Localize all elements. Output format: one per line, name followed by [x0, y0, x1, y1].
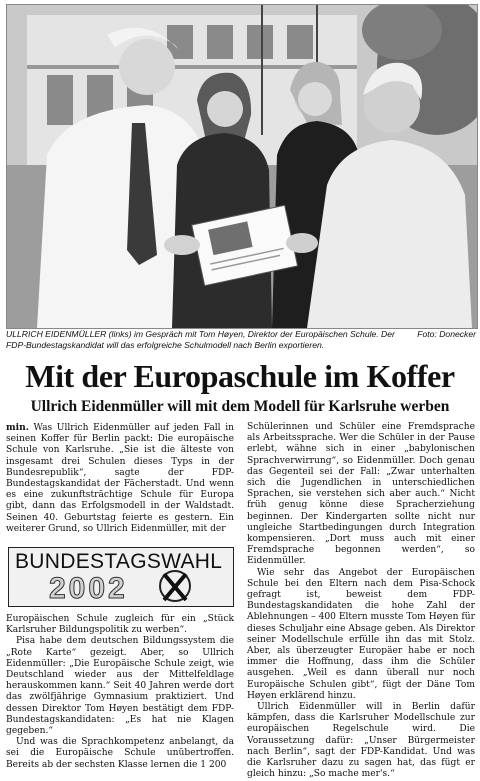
caption-text: ULLRICH EIDENMÜLLER (links) im Gespräch mit Tom Høyen, Direktor der Europäischen Schule. Der FDP-Bundestagskandidat will das erfolgreiche Schulmodell nach Berlin exportieren.: [6, 329, 395, 350]
headline: Mit der Europaschule im Koffer: [25, 358, 455, 394]
article-paragraph: Ullrich Eidenmüller will in Berlin dafür kämpfen, dass die Karlsruher Modellschule zur europäischen Regelschule wird. Die Voraussetzung dafür: „Unser Bürgermeister nach Berlin“, sagt der FDP-Kandidat. Und was die Karlsruher dazu zu sagen hat, das fügt er gleich hinzu: „So mache mer's.“: [247, 702, 475, 780]
article-paragraph: Schülerinnen und Schüler eine Fremdsprache als Arbeitssprache. Wer die Schüler in der Pause erlebt, wähne sich in einer „babylonischen Sprachverwirrung“, so Eidenmüller. Doch genau das Gegenteil sei der Fall: „Zwar unterhalten sich die Jugendlichen in unterschiedlichen Sprachen, sie verstehen sich aber auch.“ Nicht früh genug könne diese Spracherziehung beginnen. Der Kindergarten sollte nicht nur ungleiche Startbedingungen durch Integration kompensieren. „Dort muss auch mit einer Fremdsprache begonnen werden“, so Eidenmüller.: [247, 422, 475, 567]
election-box-title: BUNDESTAGSWAHL: [15, 550, 223, 573]
article-paragraph: [6, 422, 234, 535]
article-photo: [6, 4, 478, 329]
article-paragraph: Wie sehr das Angebot der Europäischen Schule bei den Eltern nach dem Pisa-Schock gefragt ist, beweist dem FDP-Bundestagskandidaten die hohe Zahl der Ablehnungen – 400 Eltern musste Tom Høyen für dieses Schuljahr eine Absage geben. Als Direktor seiner Modellschule erfülle ihn das mit Stolz. Aber, als überzeugter Europäer habe er noch immer die Hoffnung, dass ihm die Schüler ausgehen. „Weil es dann überall nur noch Europäische Schulen gibt“, fügt der Däne Tom Høyen erklärend hinzu.: [247, 567, 475, 701]
photo-credit: Foto: Donecker: [417, 329, 476, 339]
article-column-1-bottom: [6, 614, 234, 771]
election-box: [8, 547, 234, 607]
photo-caption: [6, 329, 476, 350]
author-tag: min.: [6, 422, 29, 433]
photo-illustration: [7, 5, 477, 328]
article-column-2: [247, 422, 475, 781]
election-box-year: 2002: [49, 572, 128, 605]
article-paragraph: Und was die Sprachkompetenz anbelangt, da sei die Europäische Schule unübertroffen. Bereits ab der sechsten Klasse lernen die 1 200: [6, 737, 234, 770]
article-column-1-top: [6, 422, 234, 535]
ballot-cross-icon: [155, 568, 195, 604]
man-left-head: [119, 39, 175, 95]
article-paragraph: Europäischen Schule zugleich für ein „Stück Karlsruher Bildungspolitik zu werben“.: [6, 614, 234, 636]
subheadline: Ullrich Eidenmüller will mit dem Modell für Karlsruhe werben: [30, 398, 450, 415]
paragraph-text: Was Ullrich Eidenmüller auf jeden Fall in seinen Koffer für Berlin packt: Die europäische Schule von Karlsruhe. „Sie ist die älteste von insgesamt drei Schulen dieses Typs in der Bundesrepublik“, sagte der FDP-Bundestagskandidat der Fächerstadt. Und wenn es eine zukunftsträchtige Schule für Europa gibt, dann das Erfolgsmodell in der Waldstadt. Seinen 40. Geburtstag feierte es gestern. Ein weiterer Grund, so Ullrich Eidenmüller, mit der: [6, 423, 234, 534]
article-paragraph: Pisa habe dem deutschen Bildungssystem die „Rote Karte“ gezeigt. Aber, so Ullrich Eidenmüller: „Die Europäische Schule zeigt, wie Deutschland wieder aus der Mittelfeldlage herauskommen kann.“ Seit 40 Jahren werde dort das zwölfjährige Gymnasium praktiziert. Und dessen Direktor Tom Høyen bestätigt dem FDP-Bundestagskandidaten: „Es hat nie Klagen gegeben.“: [6, 636, 234, 737]
